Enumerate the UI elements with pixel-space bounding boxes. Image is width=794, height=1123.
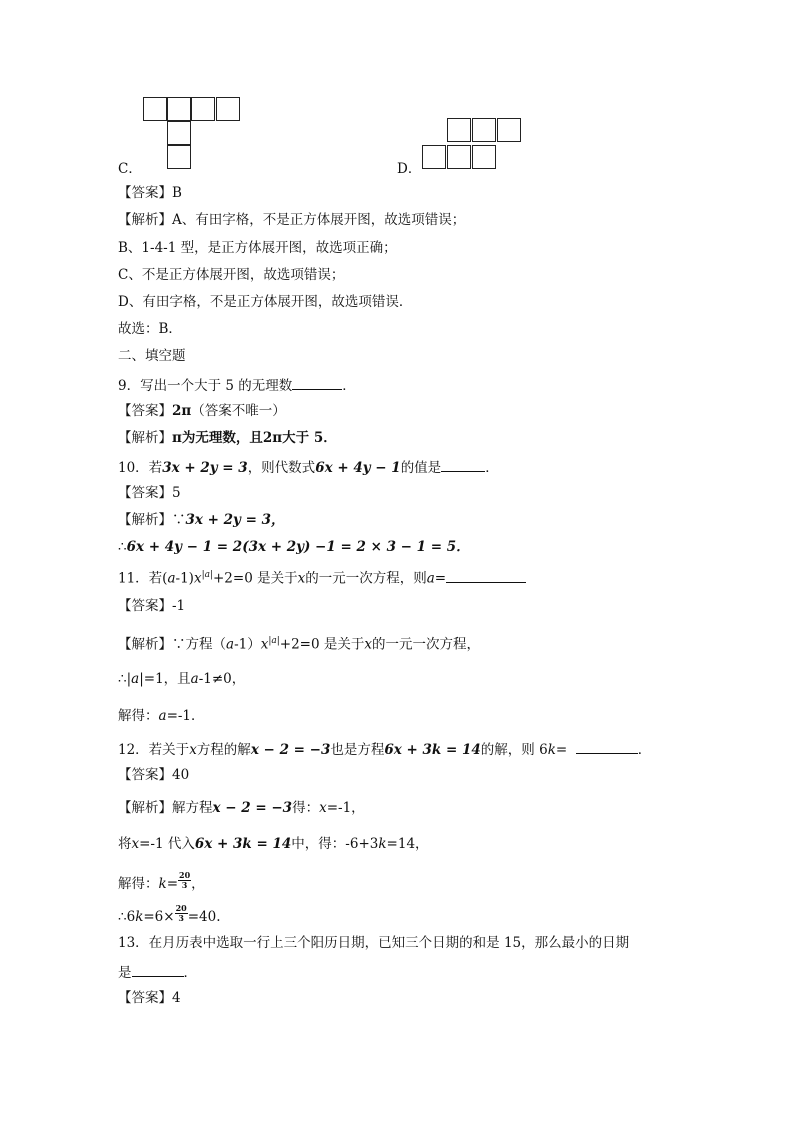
q11-stem: 11．若$(a-1)x^{|a|}+2=0$ 是关于x的一元一次方程，则a=: [118, 566, 526, 588]
net-c-square: [167, 97, 191, 121]
q10-blank: [441, 457, 485, 472]
net-d-square: [472, 118, 496, 142]
q9-blank: [292, 375, 342, 390]
q10-stem: 10．若3x + 2y = 3，则代数式6x + 4y − 1的值是 ．: [118, 457, 499, 477]
q8-answer: 【答案】B: [118, 185, 182, 201]
net-d-square: [447, 145, 471, 169]
q8-analysis-a: 【解析】A、有田字格，不是正方体展开图，故选项错误；: [118, 212, 466, 228]
net-c-square: [216, 97, 240, 121]
q11-solve: 解得：a=-1．: [118, 708, 205, 724]
q10-analysis: 【解析】∵3x + 2y = 3，: [118, 512, 285, 528]
q12-substitute: 将x=-1 代入6x + 3k = 14中，得：-6+3k=14，: [118, 836, 429, 852]
q11-analysis: 【解析】∵方程$(a-1)x^{|a|}+2=0$ 是关于x的一元一次方程，: [118, 636, 480, 653]
net-d-square: [472, 145, 496, 169]
q13-stem-line2: 是 ．: [118, 962, 197, 982]
q13-answer: 【答案】4: [118, 990, 181, 1006]
q8-conclusion: 故选：B．: [118, 321, 182, 337]
option-d-label: D．: [397, 161, 422, 177]
net-d-square: [422, 145, 446, 169]
net-c-square: [167, 145, 191, 169]
net-d-square: [497, 118, 521, 142]
q12-answer: 【答案】40: [118, 767, 190, 783]
q10-answer: 【答案】5: [118, 485, 181, 501]
q12-blank: [576, 739, 638, 754]
q12-final: ∴6k=6× $\frac{20}{3}$ =40.: [118, 903, 221, 925]
fraction: $\frac{20}{3}$: [179, 870, 191, 890]
q8-analysis-c: C、不是正方体展开图，故选项错误；: [118, 267, 345, 283]
q9-stem: 9．写出一个大于 5 的无理数 ．: [118, 375, 356, 395]
net-c-square: [143, 97, 167, 121]
q10-calc: ∴6x + 4y − 1 = 2(3x + 2y) −1 = 2 × 3 − 1 = 5．: [118, 539, 470, 555]
q9-answer: 【答案】2π（答案不唯一）: [118, 403, 286, 419]
q13-blank: [132, 962, 184, 977]
q12-solve: 解得：k= $\frac{20}{3}$ ，: [118, 870, 205, 892]
q11-analysis-2: ∴|a|=1，且a-1≠0，: [118, 671, 246, 687]
net-c-square: [167, 121, 191, 145]
q9-analysis: 【解析】π为无理数，且2π大于 5．: [118, 430, 337, 446]
q11-blank: [446, 568, 526, 583]
net-d-square: [447, 118, 471, 142]
fraction: $\frac{20}{3}$: [175, 903, 187, 923]
q11-answer: 【答案】-1: [118, 598, 186, 614]
q8-analysis-b: B、1-4-1 型，是正方体展开图，故选项正确；: [118, 240, 397, 256]
q12-analysis: 【解析】解方程x − 2 = −3得：x=-1，: [118, 800, 365, 816]
option-c-label: C．: [118, 161, 142, 177]
q8-analysis-d: D、有田字格，不是正方体展开图，故选项错误．: [118, 294, 413, 310]
q13-stem-line1: 13．在月历表中选取一行上三个阳历日期，已知三个日期的和是 15，那么最小的日期: [118, 935, 630, 951]
q12-stem: 12．若关于x方程的解x − 2 = −3也是方程6x + 3k = 14的解，则 6k= ．: [118, 739, 651, 759]
section-title: 二、填空题: [118, 348, 186, 364]
net-c-square: [191, 97, 215, 121]
